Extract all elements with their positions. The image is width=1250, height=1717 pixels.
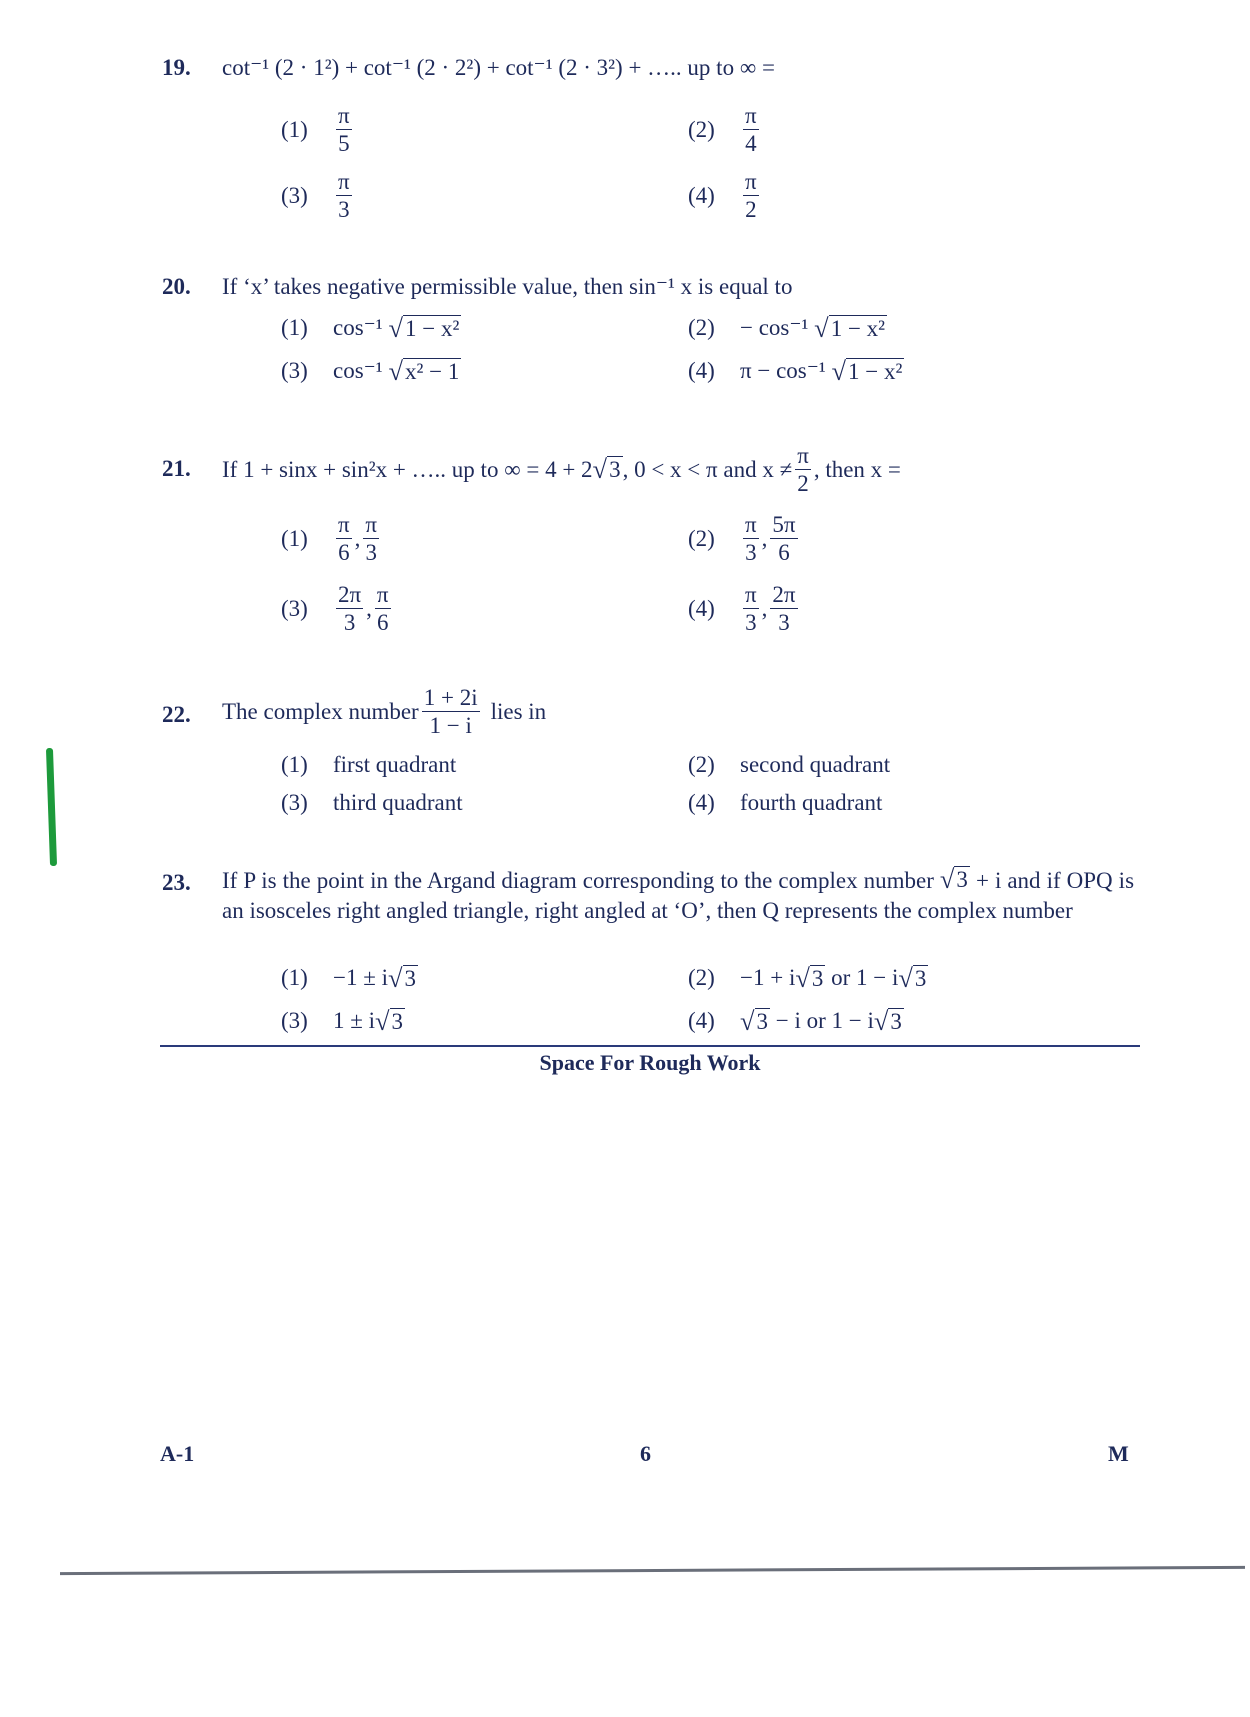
rough-work-divider	[160, 1045, 1140, 1047]
question-21-option-3[interactable]: (3) $\frac{2\pi}{3}$ , $\frac{\pi}{6}$	[281, 582, 389, 635]
fraction	[363, 513, 379, 564]
question-19-stem: cot⁻¹ (2 · 1²) + cot⁻¹ (2 · 2²) + cot⁻¹ (2 · 3²) + ….. up to ∞ =	[222, 55, 775, 80]
radicand: 1 − x²	[830, 316, 886, 342]
option-text: third quadrant	[333, 790, 463, 815]
footer-series: M	[1108, 1441, 1129, 1466]
question-22-stem	[222, 686, 546, 737]
page-number: 6	[640, 1441, 651, 1466]
numerator: π	[745, 169, 757, 194]
square-root: √ x² − 1	[388, 356, 460, 386]
question-20-stem: If ‘x’ takes negative permissible value, then sin⁻¹ x is equal to	[222, 274, 793, 299]
radicand: 3	[609, 457, 621, 483]
option-label: (2)	[688, 525, 715, 551]
option-label: (1)	[281, 116, 308, 142]
option-label: (3)	[281, 595, 308, 621]
denominator: 3	[745, 540, 757, 565]
question-19-option-3[interactable]	[281, 170, 355, 221]
fraction	[743, 170, 759, 221]
bottom-edge-line	[60, 1566, 1245, 1575]
denominator: 2	[745, 197, 757, 222]
square-root: √ 3	[898, 963, 927, 993]
radicand: 3	[890, 1009, 902, 1035]
square-root: √ 3	[592, 454, 621, 485]
option-label: (3)	[281, 358, 308, 384]
question-19-number: 19.	[162, 55, 191, 80]
option-prefix: cos⁻¹	[333, 358, 383, 384]
question-23-option-3[interactable]	[281, 1008, 405, 1034]
option-part: −1 ± i	[333, 965, 388, 991]
question-21-option-4[interactable]: (4) $\frac{\pi}{3}$ , $\frac{2\pi}{3}$	[688, 582, 796, 635]
option-text: second quadrant	[740, 752, 891, 777]
fraction	[743, 513, 759, 564]
option-label: (4)	[688, 182, 715, 208]
numerator: 1 + 2i	[423, 685, 478, 710]
square-root: √ 3	[873, 1006, 902, 1036]
radicand: 3	[391, 1009, 404, 1035]
question-23-option-1[interactable]	[281, 965, 418, 991]
question-20-option-3[interactable]	[281, 358, 461, 384]
option-text: fourth quadrant	[740, 790, 883, 815]
option-part: or 1 − i	[831, 965, 899, 991]
numerator: π	[338, 512, 350, 537]
numerator: 2π	[338, 582, 362, 607]
fraction	[336, 513, 352, 564]
option-label: (1)	[281, 752, 308, 777]
question-21-option-1[interactable]: (1) $\frac{\pi}{6}$ , $\frac{\pi}{3}$	[281, 512, 377, 565]
option-label: (4)	[688, 1008, 715, 1034]
option-label: (4)	[688, 358, 715, 384]
numerator: π	[797, 443, 809, 468]
radicand: 3	[756, 1009, 769, 1035]
stem-part: , 0 < x < π and x ≠	[622, 456, 793, 482]
option-label: (4)	[688, 790, 715, 815]
radicand: 1 − x²	[848, 359, 903, 385]
question-23-option-4[interactable]	[688, 1008, 904, 1034]
fraction	[336, 170, 352, 221]
fraction	[375, 583, 391, 634]
option-part: −1 + i	[740, 965, 796, 991]
radicand: x² − 1	[404, 359, 460, 385]
question-20-option-4[interactable]	[688, 358, 904, 384]
denominator: 6	[338, 540, 350, 565]
square-root: √ 3	[387, 963, 416, 993]
option-label: (2)	[688, 752, 715, 777]
numerator: π	[376, 582, 389, 607]
denominator: 3	[365, 540, 377, 565]
option-label: (1)	[281, 965, 308, 991]
fraction	[336, 583, 363, 634]
stem-part: lies in	[490, 698, 547, 724]
option-label: (3)	[281, 182, 308, 208]
option-prefix: − cos⁻¹	[740, 315, 809, 341]
question-21-number: 21.	[162, 456, 191, 481]
footer-code: A-1	[160, 1441, 195, 1466]
fraction	[743, 104, 759, 155]
question-19-option-4[interactable]	[688, 170, 762, 221]
square-root: √ 3	[939, 864, 968, 894]
denominator: 2	[797, 471, 809, 496]
denominator: 1 − i	[429, 713, 472, 738]
question-22-number: 22.	[162, 702, 191, 727]
option-label: (3)	[281, 790, 308, 815]
denominator: 6	[376, 610, 389, 635]
option-label: (4)	[688, 595, 715, 621]
question-20-number: 20.	[162, 274, 191, 299]
question-20-option-1[interactable]	[281, 315, 461, 341]
radicand: 1 − x²	[404, 316, 460, 342]
radicand: 3	[404, 966, 416, 992]
option-part: − i or 1 − i	[775, 1008, 874, 1034]
stem-part: , then x =	[813, 456, 901, 482]
square-root: √ 1 − x²	[388, 313, 460, 343]
square-root: √ 3	[795, 963, 824, 993]
option-label: (1)	[281, 315, 308, 341]
rough-work-label: Space For Rough Work	[539, 1050, 761, 1075]
numerator: 5π	[772, 512, 796, 537]
numerator: π	[745, 103, 757, 128]
option-prefix: cos⁻¹	[333, 315, 383, 341]
question-22-option-1[interactable]	[281, 752, 456, 778]
numerator: π	[745, 582, 757, 607]
denominator: 3	[778, 610, 790, 635]
denominator: 3	[338, 197, 350, 222]
question-21-stem	[222, 444, 901, 495]
question-23-stem	[222, 866, 1134, 926]
green-highlighter-mark	[46, 748, 57, 866]
stem-part: If P is the point in the Argand diagram corresponding to the complex number	[222, 868, 934, 893]
square-root: √ 3	[740, 1006, 769, 1036]
radicand: 3	[914, 966, 927, 992]
option-label: (3)	[281, 1008, 308, 1034]
stem-part: + i and if OPQ is an isosceles right angled triangle, right angled at ‘O’, then Q represents the complex number	[222, 868, 1135, 923]
square-root: √ 1 − x²	[831, 356, 903, 386]
option-prefix: π − cos⁻¹	[740, 358, 826, 384]
denominator: 5	[338, 131, 350, 156]
numerator: π	[338, 169, 350, 194]
numerator: π	[365, 512, 377, 537]
stem-part: The complex number	[222, 698, 419, 724]
fraction	[743, 583, 759, 634]
radicand: 3	[811, 966, 824, 992]
question-20-option-2[interactable]	[688, 315, 887, 341]
numerator: π	[338, 103, 350, 128]
question-19-option-1[interactable]	[281, 104, 355, 155]
fraction	[336, 104, 352, 155]
question-19-option-2[interactable]	[688, 104, 762, 155]
option-label: (1)	[281, 525, 308, 551]
question-23-option-2[interactable]	[688, 965, 928, 991]
fraction	[770, 513, 797, 564]
question-21-option-2[interactable]: (2) $\frac{\pi}{3}$ , $\frac{5\pi}{6}$	[688, 512, 796, 565]
square-root: √ 3	[375, 1006, 404, 1036]
fraction	[795, 444, 811, 495]
question-22-option-4[interactable]	[688, 790, 882, 816]
fraction	[770, 583, 797, 634]
option-label: (2)	[688, 315, 715, 341]
question-23-number: 23.	[162, 870, 191, 895]
numerator: π	[745, 512, 757, 537]
option-label: (2)	[688, 965, 715, 991]
radicand: 3	[956, 867, 968, 893]
question-22-option-2[interactable]	[688, 752, 890, 778]
denominator: 4	[745, 131, 757, 156]
question-22-option-3[interactable]	[281, 790, 463, 816]
option-label: (2)	[688, 116, 715, 142]
stem-part: If 1 + sinx + sin²x + ….. up to ∞ = 4 + 2	[222, 456, 593, 482]
denominator: 3	[745, 610, 757, 635]
option-part: 1 ± i	[333, 1008, 376, 1034]
numerator: 2π	[772, 582, 796, 607]
denominator: 3	[343, 610, 356, 635]
fraction	[422, 686, 480, 737]
denominator: 6	[778, 540, 790, 565]
option-text: first quadrant	[333, 752, 457, 777]
square-root: √ 1 − x²	[814, 313, 886, 343]
